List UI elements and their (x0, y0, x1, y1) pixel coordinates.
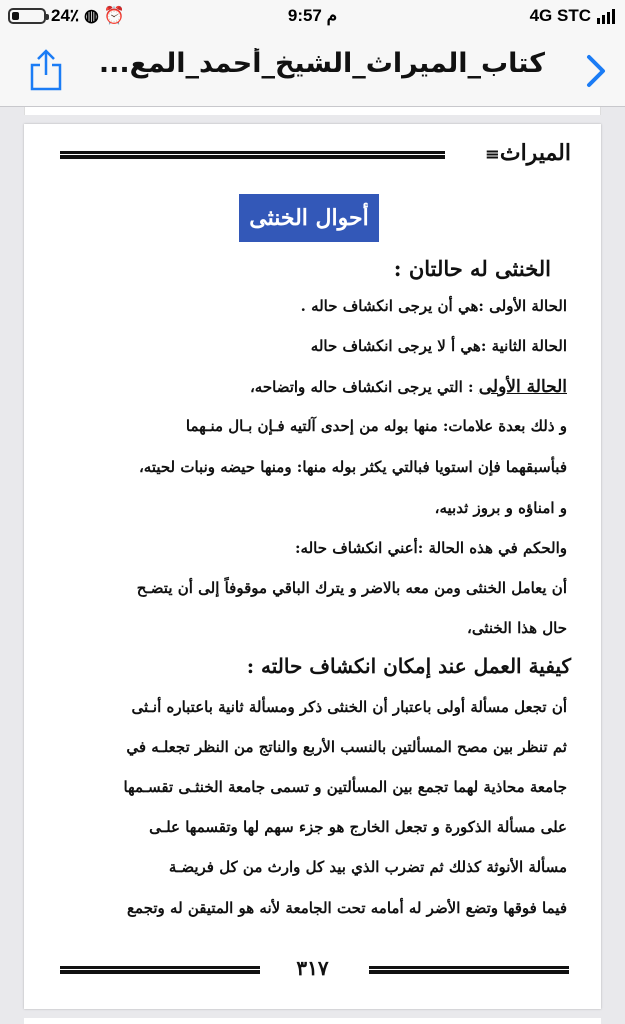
status-bar (0, 0, 625, 34)
document-title: كتاب_الميراث_الشيخ_أحمد_المع... (98, 48, 545, 79)
status-time: 9:57 م (287, 6, 338, 25)
battery-percent: 24٪ (51, 6, 80, 25)
header-rule (60, 151, 445, 159)
page-number: ٣١٧ (296, 956, 329, 980)
text-line: حال هذا الخنثى، (467, 619, 567, 637)
text-line (250, 377, 567, 397)
chevron-right-icon[interactable] (585, 54, 607, 88)
heading-line: الخنثى له حالتان : (393, 256, 551, 281)
text-line: فيما فوقها وتضع الأضر له أمامه تحت الجامعة لأنه هو المتيقن له وتجمع (127, 899, 567, 917)
carrier-label: 4G STC (529, 6, 591, 25)
signal-icon (597, 9, 615, 24)
document-page (24, 124, 601, 1009)
text-line: أن تجعل مسألة أولى باعتبار أن الخنثى ذكر ومسألة ثانية باعتباره أنـثى (131, 698, 567, 716)
text-line: أن يعامل الخنثى ومن معه بالاضر و يترك الباقي موقوفاً إلى أن يتضـح (136, 579, 567, 597)
text-line: الحالة الأولى :هي أن يرجى انكشاف حاله . (300, 297, 567, 315)
heading-line: كيفية العمل عند إمكان انكشاف حالته : (246, 654, 571, 678)
text-line: ثم تنظر بين مصح المسألتين بالنسب الأربع والناتج من النظر تجعلـه في (126, 738, 567, 756)
nav-bar (0, 34, 625, 107)
text-fragment: : التي يرجى انكشاف حاله واتضاحه، (249, 378, 474, 396)
text-line: والحكم في هذه الحالة :أعني انكشاف حاله: (295, 539, 567, 557)
share-icon[interactable] (28, 48, 64, 92)
previous-page-edge (24, 107, 601, 115)
text-line: الحالة الثانية :هي أ لا يرجى انكشاف حاله (310, 337, 567, 355)
text-line: مسألة الأنوثة كذلك ثم تضرب الذي بيد كل وارث من كل فريضـة (168, 858, 567, 876)
status-right (530, 6, 615, 26)
text-line: على مسألة الذكورة و تجعل الخارج هو جزء سهم لها وتقسمها علـى (149, 818, 567, 836)
lock-rotation-icon: ◍ (84, 6, 99, 25)
underlined-term: الحالة الأولى (478, 377, 567, 397)
text-line: فبأسبقهما فإن استويا فبالتي يكثر بوله منها: ومنها حيضه ونبات لحيته، (138, 458, 567, 476)
section-title-box: أحوال الخنثى (239, 194, 379, 242)
next-page-edge (24, 1018, 601, 1024)
chapter-header: الميراث≡ (484, 140, 571, 166)
text-line: و ذلك بعدة علامات: منها بوله من إحدى آلتيه فـإن بـال منـهما (185, 417, 567, 435)
alarm-icon: ⏰ (103, 6, 126, 25)
text-line: و امناؤه و بروز ثدبيه، (434, 499, 567, 517)
text-line: جامعة محاذية لهما تجمع بين المسألتين و تسمى جامعة الخنثـى تقسـمها (123, 778, 567, 796)
footer-rule-right (369, 966, 569, 974)
